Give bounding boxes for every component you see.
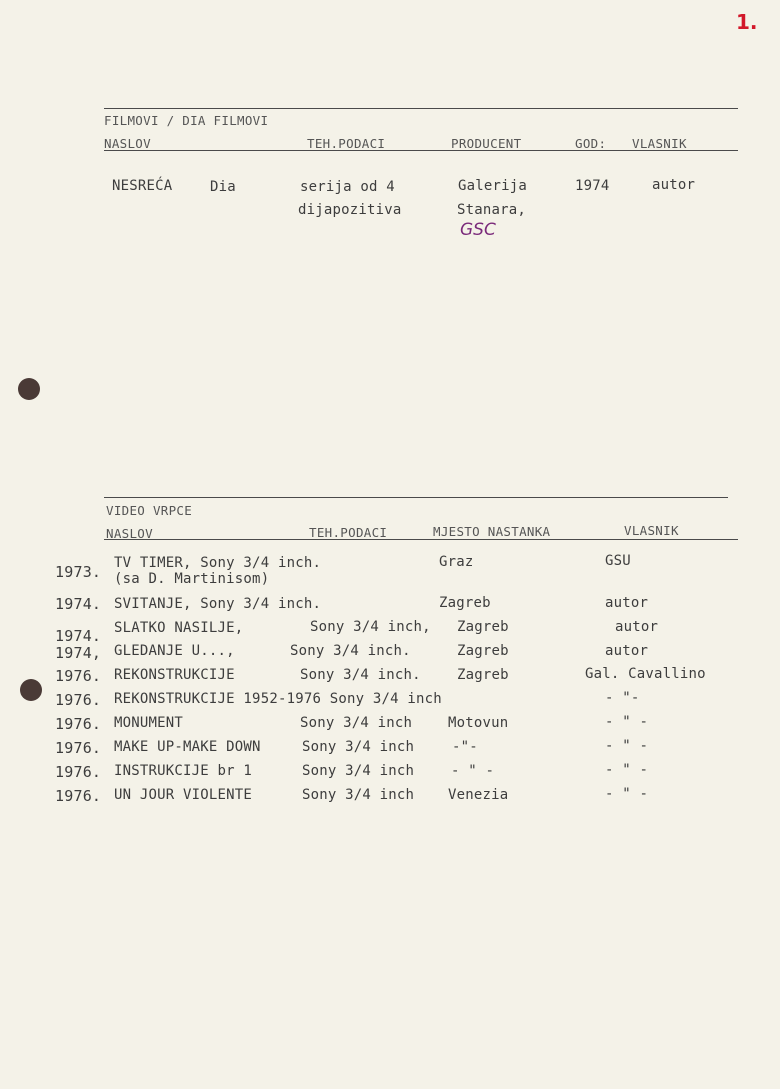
video-row-year: 1976. <box>55 715 102 733</box>
video-row-owner: - " - <box>605 786 649 802</box>
films-header-god: GOD: <box>575 136 607 151</box>
video-row-year: 1976. <box>55 787 102 805</box>
video-row-title: REKONSTRUKCIJE <box>114 667 235 683</box>
film-producent-line2: Stanara, <box>457 202 527 218</box>
film-handwritten-annotation: GSC <box>460 220 496 240</box>
films-header-naslov: NASLOV <box>104 136 151 151</box>
video-row-title: MAKE UP-MAKE DOWN <box>114 739 261 755</box>
video-header-teh: TEH.PODACI <box>309 525 388 540</box>
video-row-year: 1976. <box>55 739 102 757</box>
film-year: 1974 <box>575 178 610 194</box>
video-header-rule <box>104 539 738 540</box>
video-row-title: SVITANJE, Sony 3/4 inch. <box>114 596 322 612</box>
video-row-teh: Sony 3/4 inch. <box>290 643 411 659</box>
film-producent-line1: Galerija <box>458 178 528 194</box>
video-row-owner: - " - <box>605 738 649 754</box>
video-row-place: Zagreb <box>457 619 509 635</box>
video-row-year: 1976. <box>55 667 102 685</box>
films-header-vlasnik: VLASNIK <box>632 136 687 151</box>
video-row-owner: autor <box>605 595 649 611</box>
video-row-teh: Sony 3/4 inch, <box>310 619 431 635</box>
punch-hole-lower <box>20 679 42 701</box>
video-row-place: Zagreb <box>439 595 491 611</box>
video-top-rule <box>104 497 728 498</box>
video-row-place: Graz <box>439 554 474 570</box>
video-row-title: UN JOUR VIOLENTE <box>114 787 253 803</box>
video-row-teh: Sony 3/4 inch <box>302 739 415 755</box>
video-row-year: 1974. <box>55 595 102 613</box>
video-header-naslov: NASLOV <box>106 526 153 541</box>
films-header-producent: PRODUCENT <box>451 136 522 151</box>
video-row-title-line2: (sa D. Martinisom) <box>114 571 270 587</box>
video-row-owner: - " - <box>605 762 649 778</box>
video-row-owner: - "- <box>605 690 640 706</box>
video-row-owner: GSU <box>605 553 631 569</box>
video-row-place: Zagreb <box>457 643 509 659</box>
film-teh-line2: dijapozitiva <box>298 202 402 218</box>
video-row-year: 1976. <box>55 691 102 709</box>
video-row-place: - " - <box>451 763 495 779</box>
video-row-year: 1976. <box>55 763 102 781</box>
video-row-place: Motovun <box>448 715 509 731</box>
films-header-rule <box>104 150 738 151</box>
video-row-place: -"- <box>452 739 478 755</box>
video-row-teh: Sony 3/4 inch <box>300 715 413 731</box>
film-title: NESREĆA <box>112 178 173 194</box>
video-row-year: 1973. <box>55 563 102 581</box>
films-top-rule <box>104 108 738 109</box>
video-row-owner: - " - <box>605 714 649 730</box>
film-teh-line1: serija od 4 <box>300 179 395 195</box>
film-type: Dia <box>210 179 236 195</box>
video-row-title: SLATKO NASILJE, <box>114 620 244 636</box>
video-header-mjesto: MJESTO NASTANKA <box>433 524 551 539</box>
video-row-teh: Sony 3/4 inch. <box>300 667 421 683</box>
video-row-teh: Sony 3/4 inch <box>302 763 415 779</box>
video-row-place: Venezia <box>448 787 509 803</box>
video-row-title: TV TIMER, Sony 3/4 inch. <box>114 555 322 571</box>
video-row-owner: Gal. Cavallino <box>585 666 706 682</box>
page-number: 1. <box>736 10 758 34</box>
video-row-title: INSTRUKCIJE br 1 <box>114 763 253 779</box>
punch-hole-upper <box>18 378 40 400</box>
films-header-teh: TEH.PODACI <box>307 136 386 151</box>
video-row-place: Zagreb <box>457 667 509 683</box>
film-owner: autor <box>652 177 696 193</box>
video-row-title: REKONSTRUKCIJE 1952-1976 Sony 3/4 inch <box>114 691 442 707</box>
video-row-year: 1974, <box>55 644 102 662</box>
films-section-title: FILMOVI / DIA FILMOVI <box>104 113 269 128</box>
video-row-owner: autor <box>605 643 649 659</box>
video-section-title: VIDEO VRPCE <box>106 503 193 518</box>
video-row-title: MONUMENT <box>114 715 184 731</box>
video-header-vlasnik: VLASNIK <box>624 523 679 538</box>
video-row-teh: Sony 3/4 inch <box>302 787 415 803</box>
video-row-owner: autor <box>615 619 659 635</box>
video-row-year: 1974. <box>55 627 102 645</box>
video-row-title: GLEDANJE U..., <box>114 643 235 659</box>
